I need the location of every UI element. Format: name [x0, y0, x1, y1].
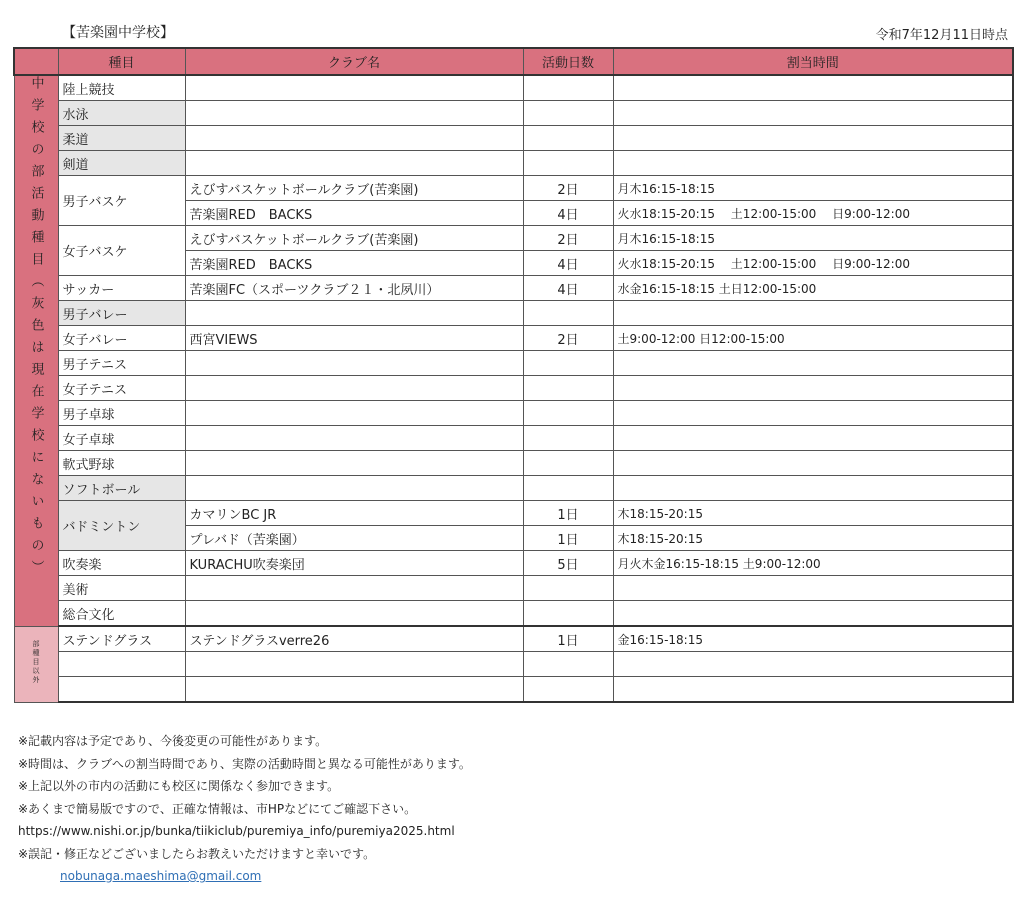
time-cell — [613, 601, 1013, 627]
type-cell: 柔道 — [58, 126, 185, 151]
table-row — [14, 75, 1013, 101]
days-cell: 5日 — [523, 551, 613, 576]
type-cell — [58, 677, 185, 703]
time-cell — [613, 677, 1013, 703]
table-row — [14, 276, 1013, 301]
club-cell — [185, 376, 523, 401]
reference-url: https://www.nishi.or.jp/bunka/tiikiclub/puremiya_info/puremiya2025.html — [18, 824, 455, 838]
club-cell — [185, 652, 523, 677]
time-cell — [613, 351, 1013, 376]
table-row — [14, 101, 1013, 126]
note-line: ※上記以外の市内の活動にも校区に関係なく参加できます。 — [18, 779, 340, 793]
time-cell — [613, 426, 1013, 451]
type-cell: 吹奏楽 — [58, 551, 185, 576]
club-cell — [185, 451, 523, 476]
days-cell — [523, 301, 613, 326]
header-type: 種目 — [58, 48, 185, 75]
table-row — [14, 126, 1013, 151]
time-cell — [613, 401, 1013, 426]
days-cell — [523, 451, 613, 476]
time-cell — [613, 75, 1013, 101]
table-row — [14, 176, 1013, 201]
note-line: ※記載内容は予定であり、今後変更の可能性があります。 — [18, 734, 328, 748]
type-cell: 総合文化 — [58, 601, 185, 627]
side-label-extra-text: 部種目以外 — [32, 639, 40, 685]
club-cell — [185, 601, 523, 627]
club-cell: 西宮VIEWS — [185, 326, 523, 351]
club-cell — [185, 426, 523, 451]
type-cell: 男子テニス — [58, 351, 185, 376]
time-cell: 火水18:15-20:15 土12:00-15:00 日9:00-12:00 — [613, 251, 1013, 276]
type-cell: 女子バスケ — [58, 226, 185, 276]
table-row — [14, 626, 1013, 652]
days-cell: 2日 — [523, 326, 613, 351]
time-cell: 土9:00-12:00 日12:00-15:00 — [613, 326, 1013, 351]
type-cell: 美術 — [58, 576, 185, 601]
header-row — [14, 48, 1013, 75]
table-row — [14, 677, 1013, 703]
table-row — [14, 151, 1013, 176]
table-row — [14, 326, 1013, 351]
club-cell: えびすバスケットボールクラブ(苦楽園) — [185, 176, 523, 201]
days-cell: 1日 — [523, 626, 613, 652]
days-cell — [523, 576, 613, 601]
days-cell — [523, 601, 613, 627]
table-row — [14, 426, 1013, 451]
club-cell: KURACHU吹奏楽団 — [185, 551, 523, 576]
days-cell: 1日 — [523, 501, 613, 526]
days-cell: 4日 — [523, 201, 613, 226]
club-cell — [185, 576, 523, 601]
days-cell — [523, 476, 613, 501]
type-cell: 男子バレー — [58, 301, 185, 326]
type-cell: 女子テニス — [58, 376, 185, 401]
club-cell: 苦楽園FC（スポーツクラブ２１・北夙川） — [185, 276, 523, 301]
club-cell: 苦楽園RED BACKS — [185, 251, 523, 276]
side-label-main — [14, 75, 58, 626]
school-title: 【苦楽園中学校】 — [62, 25, 174, 41]
type-cell: 男子卓球 — [58, 401, 185, 426]
days-cell — [523, 426, 613, 451]
table-row — [14, 226, 1013, 251]
club-cell: カマリンBC JR — [185, 501, 523, 526]
time-cell — [613, 126, 1013, 151]
note-line: ※誤記・修正などございましたらお教えいただけますと幸いです。 — [18, 846, 376, 861]
time-cell — [613, 101, 1013, 126]
table-row — [14, 601, 1013, 627]
header-days: 活動日数 — [523, 48, 613, 75]
days-cell — [523, 101, 613, 126]
type-cell: 陸上競技 — [58, 75, 185, 101]
type-cell: サッカー — [58, 276, 185, 301]
note-line: ※あくまで簡易版ですので、正確な情報は、市HPなどにてご確認下さい。 — [18, 801, 417, 816]
time-cell — [613, 451, 1013, 476]
days-cell: 4日 — [523, 276, 613, 301]
days-cell — [523, 126, 613, 151]
header-club: クラブ名 — [185, 48, 523, 75]
club-cell — [185, 126, 523, 151]
header-time: 割当時間 — [613, 48, 1013, 75]
days-cell: 1日 — [523, 526, 613, 551]
time-cell — [613, 576, 1013, 601]
club-cell: プレバド（苦楽園） — [185, 526, 523, 551]
type-cell: 水泳 — [58, 101, 185, 126]
days-cell — [523, 75, 613, 101]
type-cell: 剣道 — [58, 151, 185, 176]
time-cell: 火水18:15-20:15 土12:00-15:00 日9:00-12:00 — [613, 201, 1013, 226]
table-row — [14, 351, 1013, 376]
time-cell — [613, 376, 1013, 401]
days-cell — [523, 376, 613, 401]
days-cell — [523, 151, 613, 176]
contact-email-link[interactable]: nobunaga.maeshima@gmail.com — [60, 869, 262, 883]
type-cell: 女子卓球 — [58, 426, 185, 451]
time-cell — [613, 151, 1013, 176]
table-row — [14, 401, 1013, 426]
club-cell — [185, 401, 523, 426]
type-cell: バドミントン — [58, 501, 185, 551]
table-row — [14, 576, 1013, 601]
table-row — [14, 376, 1013, 401]
time-cell — [613, 476, 1013, 501]
club-cell — [185, 101, 523, 126]
club-cell: ステンドグラスverre26 — [185, 626, 523, 652]
type-cell: 女子バレー — [58, 326, 185, 351]
club-schedule-table — [13, 47, 1014, 703]
time-cell: 木18:15-20:15 — [613, 501, 1013, 526]
as-of-date: 令和7年12月11日時点 — [875, 28, 1008, 43]
type-cell — [58, 652, 185, 677]
type-cell: 軟式野球 — [58, 451, 185, 476]
days-cell: 4日 — [523, 251, 613, 276]
time-cell — [613, 301, 1013, 326]
days-cell: 2日 — [523, 176, 613, 201]
time-cell: 月火木金16:15-18:15 土9:00-12:00 — [613, 551, 1013, 576]
table-row — [14, 451, 1013, 476]
notes — [18, 730, 471, 888]
club-cell: えびすバスケットボールクラブ(苦楽園) — [185, 226, 523, 251]
table-row — [14, 652, 1013, 677]
type-cell: 男子バスケ — [58, 176, 185, 226]
type-cell: ステンドグラス — [58, 626, 185, 652]
side-label-extra — [14, 626, 58, 702]
note-line: ※時間は、クラブへの割当時間であり、実際の活動時間と異なる可能性があります。 — [18, 756, 471, 771]
time-cell: 木18:15-20:15 — [613, 526, 1013, 551]
club-cell — [185, 476, 523, 501]
table-row — [14, 476, 1013, 501]
club-cell — [185, 75, 523, 101]
club-cell — [185, 151, 523, 176]
days-cell — [523, 677, 613, 703]
days-cell — [523, 351, 613, 376]
club-cell: 苦楽園RED BACKS — [185, 201, 523, 226]
type-cell: ソフトボール — [58, 476, 185, 501]
club-cell — [185, 301, 523, 326]
table-row — [14, 551, 1013, 576]
time-cell: 月木16:15-18:15 — [613, 176, 1013, 201]
days-cell — [523, 652, 613, 677]
club-cell — [185, 677, 523, 703]
side-label-main-text: 中学校の部活動種目（灰色は現在学校にないもの） — [28, 76, 44, 582]
table-row — [14, 501, 1013, 526]
time-cell: 月木16:15-18:15 — [613, 226, 1013, 251]
table-row — [14, 301, 1013, 326]
time-cell — [613, 652, 1013, 677]
days-cell: 2日 — [523, 226, 613, 251]
time-cell: 金16:15-18:15 — [613, 626, 1013, 652]
time-cell: 水金16:15-18:15 土日12:00-15:00 — [613, 276, 1013, 301]
club-cell — [185, 351, 523, 376]
header-corner — [14, 48, 58, 75]
days-cell — [523, 401, 613, 426]
